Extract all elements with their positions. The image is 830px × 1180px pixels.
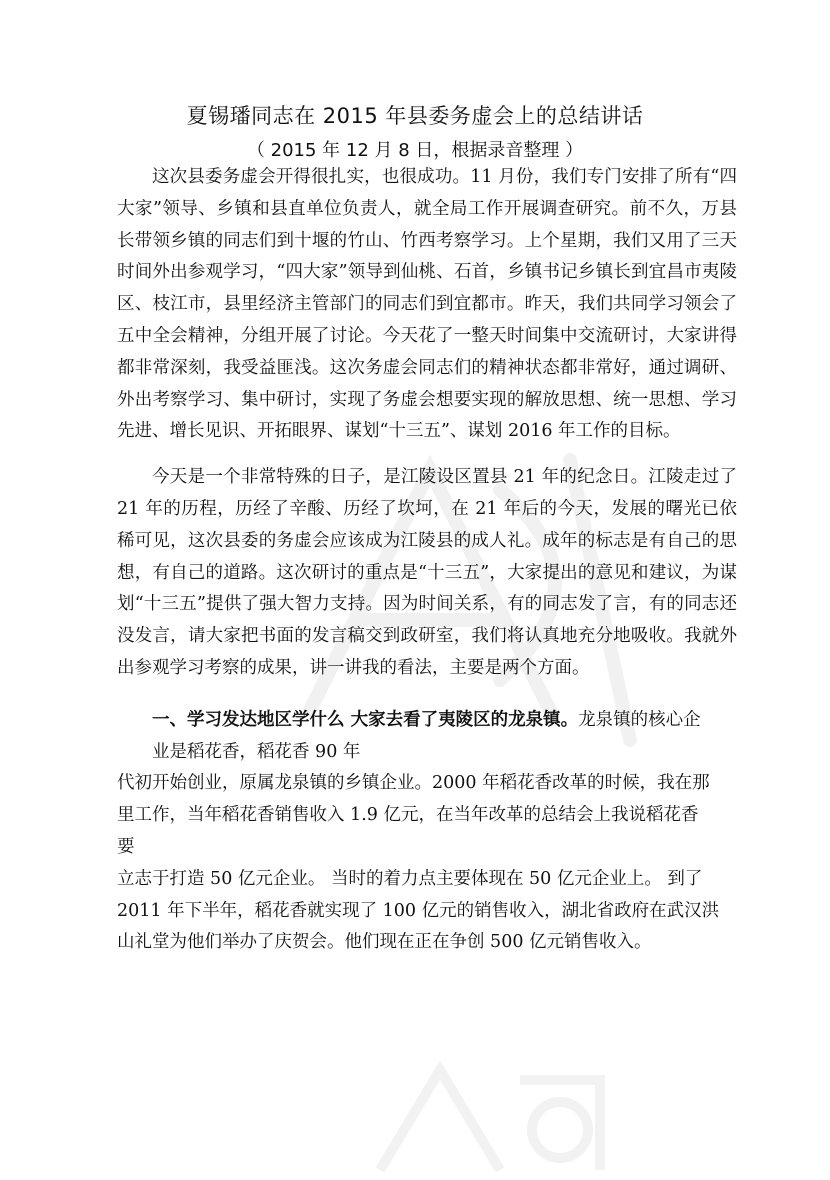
section-1-line-5: 要	[117, 836, 135, 857]
paragraph-2: 今天是一个非常特殊的日子，是江陵设区置县 21 年的纪念日。江陵走过了 21 年的历程，历经了辛酸、历经了坎坷，在 21 年后的今天，发展的曙光已依稀可见，这次县委的务虚会应该成为江陵县的成人礼。成年的标志是有自己的思想，有自己的道路。这次研讨的重点是“十三五”，大家提出的意见和建议，为谋划“十三五”提供了强大智力支持。因为时间关系，有的同志发了言，有的同志还没发言，请大家把书面的发言稿交到政研室，我们将认真地充分地吸收。我就外出参观学习考察的成果，讲一讲我的看法，主要是两个方面。	[117, 467, 737, 678]
paragraph-1: 这次县委务虚会开得很扎实，也很成功。11 月份，我们专门安排了所有“四大家”领导、乡镇和县直单位负责人，就全局工作开展调查研究。前不久，万县长带领乡镇的同志们到十堰的竹山、竹西考察学习。上个星期，我们又用了三天时间外出参观学习，“四大家”领导到仙桃、石首，乡镇书记乡镇长到宜昌市夷陵区、枝江市，县里经济主管部门的同志们到宜都市。昨天，我们共同学习领会了五中全会精神，分组开展了讨论。今天花了一整天时间集中交流研讨，大家讲得都非常深刻，我受益匪浅。这次务虚会同志们的精神状态都非常好，通过调研、外出考察学习、集中研讨，实现了务虚会想要实现的解放思想、统一思想、学习先进、增长见识、开拓眼界、谋划“十三五”、谋划 2016 年工作的目标。	[117, 167, 737, 442]
document-subtitle: （ 2015 年 12 月 8 日，根据录音整理 ）	[246, 140, 584, 161]
section-1-line-8: 山礼堂为他们举办了庆贺会。他们现在正在争创 500 亿元销售收入。	[117, 932, 652, 953]
section-1-line-2: 业是稻花香，稻花香 90 年	[152, 741, 361, 762]
section-1-line-1: 龙泉镇的核心企	[578, 709, 701, 730]
section-1-line-4: 里工作，当年稻花香销售收入 1.9 亿元，在当年改革的总结会上我说稻花香	[117, 805, 699, 826]
document-title: 夏锡璠同志在 2015 年县委务虚会上的总结讲话	[186, 104, 644, 128]
section-1-line-7: 2011 年下半年，稻花香就实现了 100 亿元的销售收入，湖北省政府在武汉洪	[117, 900, 720, 921]
section-1-line-6: 立志于打造 50 亿元企业。 当时的着力点主要体现在 50 亿元企业上。 到了	[117, 868, 703, 889]
section-1	[117, 705, 737, 959]
document-body	[117, 162, 737, 959]
watermark-stamp-icon	[360, 1040, 620, 1180]
section-1-first-line	[117, 705, 737, 737]
section-1-heading: 一、学习发达地区学什么 大家去看了夷陵区的龙泉镇。	[152, 709, 579, 730]
section-1-line-3: 代初开始创业，原属龙泉镇的乡镇企业。2000 年稻花香改革的时候，我在那	[117, 773, 710, 794]
